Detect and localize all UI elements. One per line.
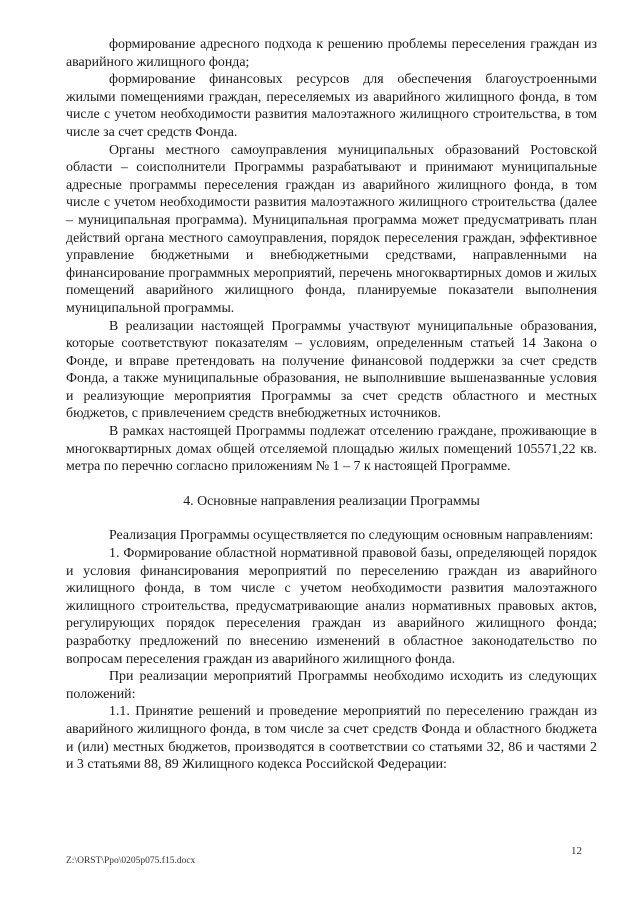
- paragraph: В реализации настоящей Программы участвуют муниципальные образования, которые соответствуют показателям – условиям, определенным статьей 14 Закона о Фонде, и вправе претендовать на получение финансовой поддержки за счет средств Фонда, а также муниципальные образования, не выполнившие вышеназванные условия и реализующие мероприятия Программы за счет средств областного и местных бюджетов, с привлечением средств внебюджетных источников.: [66, 318, 597, 422]
- paragraph: В рамках настоящей Программы подлежат отселению граждане, проживающие в многоквартирных домах общей отселяемой площадью жилых помещений 105571,22 кв. метра по перечню согласно приложениям № 1 – 7 к настоящей Программе.: [66, 424, 597, 475]
- paragraph: Органы местного самоуправления муниципальных образований Ростовской области – соисполнители Программы разрабатывают и принимают муниципальные адресные программы переселения граждан из аварийного жилищного фонда, в том числе с учетом необходимости развития малоэтажного жилищного строительства (далее – муниципальная программа). Муниципальная программа может предусматривать план действий органа местного самоуправления, порядок переселения граждан, эффективное управление бюджетными и внебюджетными средствами, направленными на финансирование программных мероприятий, перечень многоквартирных домов и жилых помещений аварийного жилищного фонда, планируемые показатели выполнения муниципальной программы.: [66, 142, 597, 316]
- paragraph: формирование финансовых ресурсов для обеспечения благоустроенными жилыми помещениями граждан, переселяемых из аварийного жилищного фонда, в том числе с учетом необходимости развития малоэтажного жилищного строительства, в том числе за счет средств Фонда.: [66, 72, 597, 140]
- paragraph: 1.1. Принятие решений и проведение мероприятий по переселению граждан из аварийного жилищного фонда, в том числе за счет средств Фонда и областного бюджета и (или) местных бюджетов, производятся в соответствии со статьями 32, 86 и частями 2 и 3 статьями 88, 89 Жилищного кодекса Российской Федерации:: [66, 704, 597, 773]
- paragraph: 1. Формирование областной нормативной правовой базы, определяющей порядок и условия финансирования мероприятий по переселению граждан из аварийного жилищного фонда, в том числе с учетом необходимости развития малоэтажного жилищного строительства, предусматривающие анализ нормативных правовых актов, регулирующих порядок переселения граждан из аварийного жилищного фонда; разработку предложений по внесению изменений в областное законодательство по вопросам переселения граждан из аварийного жилищного фонда.: [66, 546, 597, 667]
- paragraph: При реализации мероприятий Программы необходимо исходить из следующих положений:: [66, 669, 597, 702]
- file-path-footer: Z:\ORST\Ppo\0205p075.f15.docx: [66, 856, 196, 866]
- paragraph: Реализация Программы осуществляется по следующим основным направлениям:: [109, 528, 594, 544]
- section-heading: 4. Основные направления реализации Программы: [183, 493, 480, 509]
- paragraph: формирование адресного подхода к решению проблемы переселения граждан из аварийного жилищного фонда;: [66, 37, 597, 70]
- page-number: 12: [571, 845, 582, 857]
- document-body: [66, 36, 597, 774]
